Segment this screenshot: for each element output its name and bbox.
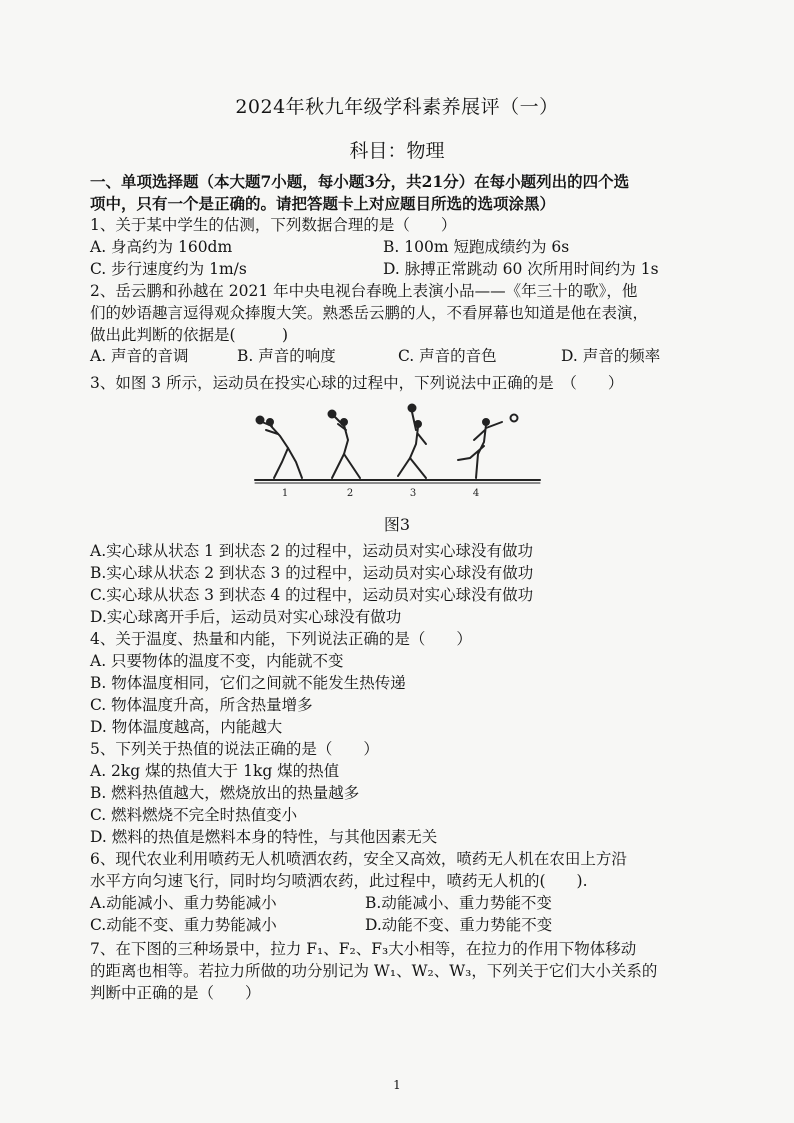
q2-option-b: B. 声音的响度 [237, 347, 336, 365]
q2-option-d: D. 声音的频率 [561, 347, 661, 365]
figure-caption: 图3 [383, 515, 411, 534]
athlete-pose-2 [329, 411, 361, 479]
q2-option-a: A. 声音的音调 [90, 347, 189, 365]
q7-line3: 判断中正确的是（ ） [90, 984, 261, 1002]
q7-line1: 7、在下图的三种场景中，拉力 F₁、F₂、F₃大小相等，在拉力的作用下物体移动 [90, 940, 637, 958]
q1-stem: 1、关于某中学生的估测，下列数据合理的是（ ） [90, 216, 457, 234]
q4-option-c: C. 物体温度升高，所含热量增多 [90, 696, 313, 714]
section-heading-line2: 项中，只有一个是正确的。请把答题卡上对应题目所选的选项涂黑） [90, 194, 556, 213]
q5-option-a: A. 2kg 煤的热值大于 1kg 煤的热值 [90, 762, 340, 780]
q4-option-d: D. 物体温度越高，内能越大 [90, 718, 283, 736]
q4-stem: 4、关于温度、热量和内能，下列说法正确的是（ ） [90, 630, 472, 648]
q2-line3: 做出此判断的依据是( ) [90, 326, 289, 344]
q4-option-b: B. 物体温度相同，它们之间就不能发生热传递 [90, 674, 406, 692]
q5-option-b: B. 燃料热值越大，燃烧放出的热量越多 [90, 784, 360, 802]
pose-label-3: 3 [409, 488, 417, 499]
pose-label-2: 2 [346, 488, 354, 499]
shot-put-figure [240, 400, 550, 500]
q2-option-c: C. 声音的音色 [398, 347, 497, 365]
q3-option-b: B.实心球从状态 2 到状态 3 的过程中，运动员对实心球没有做功 [90, 564, 534, 582]
section-heading-line1: 一、单项选择题（本大题7小题，每小题3分，共21分）在每小题列出的四个选 [90, 172, 630, 191]
q6-line2: 水平方向匀速飞行，同时均匀喷洒农药，此过程中，喷药无人机的( ). [90, 872, 588, 890]
q3-option-d: D.实心球离开手后，运动员对实心球没有做功 [90, 608, 402, 626]
pose-label-1: 1 [281, 488, 289, 499]
subject-label: 科目：物理 [349, 140, 445, 162]
q6-option-b: B.动能减小、重力势能不变 [365, 894, 552, 912]
q1-option-d: D. 脉搏正常跳动 60 次所用时间约为 1s [383, 260, 659, 278]
q6-option-d: D.动能不变、重力势能不变 [365, 916, 553, 934]
athlete-pose-3 [398, 405, 426, 479]
q3-option-a: A.实心球从状态 1 到状态 2 的过程中，运动员对实心球没有做功 [90, 542, 534, 560]
q6-option-c: C.动能不变、重力势能减小 [90, 916, 277, 934]
q5-option-c: C. 燃料燃烧不完全时热值变小 [90, 806, 298, 824]
q2-line1: 2、岳云鹏和孙越在 2021 年中央电视台春晚上表演小品——《年三十的歌》，他 [90, 282, 638, 300]
q1-option-a: A. 身高约为 160dm [90, 238, 233, 256]
q2-line2: 们的妙语趣言逗得观众捧腹大笑。熟悉岳云鹏的人，不看屏幕也知道是他在表演， [90, 304, 649, 322]
q6-option-a: A.动能减小、重力势能减小 [90, 894, 277, 912]
q1-option-b: B. 100m 短跑成绩约为 6s [383, 238, 570, 256]
exam-title: 2024年秋九年级学科素养展评（一） [235, 96, 559, 118]
athlete-pose-1 [257, 417, 303, 479]
q5-stem: 5、下列关于热值的说法正确的是（ ） [90, 740, 379, 758]
athlete-pose-4 [458, 415, 518, 479]
pose-label-4: 4 [472, 488, 480, 499]
q4-option-a: A. 只要物体的温度不变，内能就不变 [90, 652, 344, 670]
q1-option-c: C. 步行速度约为 1m/s [90, 260, 247, 278]
q3-stem: 3、如图 3 所示，运动员在投实心球的过程中，下列说法中正确的是 （ ） [90, 374, 624, 392]
q5-option-d: D. 燃料的热值是燃料本身的特性，与其他因素无关 [90, 828, 438, 846]
q7-line2: 的距离也相等。若拉力所做的功分别记为 W₁、W₂、W₃，下列关于它们大小关系的 [90, 962, 658, 980]
q3-option-c: C.实心球从状态 3 到状态 4 的过程中，运动员对实心球没有做功 [90, 586, 534, 604]
page-number: 1 [393, 1078, 401, 1092]
q6-line1: 6、现代农业利用喷药无人机喷洒农药，安全又高效，喷药无人机在农田上方沿 [90, 850, 627, 868]
